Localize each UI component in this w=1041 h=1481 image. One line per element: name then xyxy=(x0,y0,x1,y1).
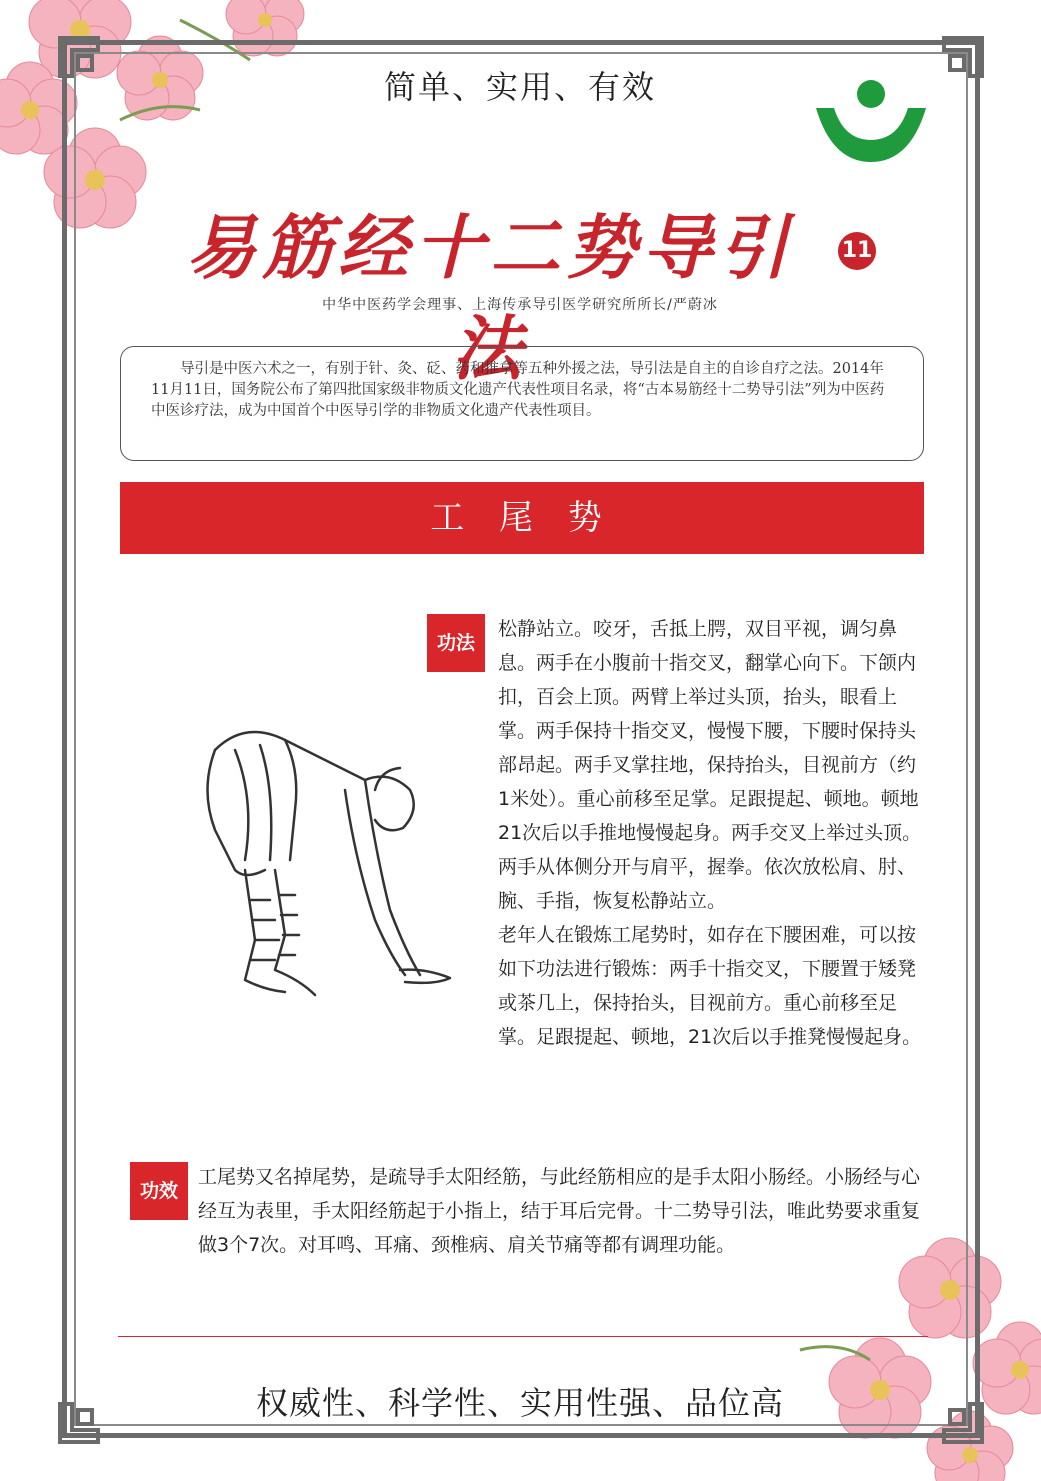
intro-box: 导引是中医六术之一，有别于针、灸、砭、药和推拿等五种外援之法，导引法是自主的自诊自疗之法。2014年11月11日，国务院公布了第四批国家级非物质文化遗产代表性项目名录，将“古本易筋经十二势导引法”列为中医药中医诊疗法，成为中国首个中医导引学的非物质文化遗产代表性项目。 xyxy=(120,346,924,461)
frame-corner-ornament xyxy=(58,1374,128,1444)
green-logo-icon xyxy=(812,78,930,164)
method-tag: 功法 xyxy=(427,614,485,672)
effect-tag: 功效 xyxy=(130,1162,188,1220)
author-line: 中华中医药学会理事、上海传承导引医学研究所所长/严蔚冰 xyxy=(322,297,718,313)
method-text xyxy=(498,612,928,1054)
method-paragraph: 松静站立。咬牙，舌抵上腭，双目平视，调匀鼻息。两手在小腹前十指交叉，翻掌心向下。下颌内扣，百会上顶。两臂上举过头顶，抬头，眼看上掌。两手保持十指交叉，慢慢下腰，下腰时保持头部昂起。两手叉掌拄地，保持抬头，目视前方（约1米处）。重心前移至足掌。足跟提起、顿地。顿地21次后以手推地慢慢起身。两手交叉上举过头顶。 两手从体侧分开与肩平，握拳。依次放松肩、肘、腕、手指，恢复松静站立。 xyxy=(498,618,922,912)
top-slogan: 简单、实用、有效 xyxy=(383,68,656,106)
issue-badge: 11 xyxy=(838,232,876,270)
bottom-divider xyxy=(118,1336,928,1337)
section-title-bar: 工 尾 势 xyxy=(120,482,924,554)
method-paragraph-elderly: 老年人在锻炼工尾势时，如存在下腰困难，可以按如下功法进行锻炼：两手十指交叉，下腰置于矮凳或茶几上，保持抬头，目视前方。重心前移至足掌。足跟提起、顿地，21次后以手推凳慢慢起身。 xyxy=(498,924,922,1048)
figure-illustration-icon xyxy=(175,710,465,1010)
frame-corner-ornament xyxy=(58,36,128,106)
frame-corner-ornament xyxy=(914,1374,984,1444)
effect-text: 工尾势又名掉尾势，是疏导手太阳经筋，与此经筋相应的是手太阳小肠经。小肠经与心经互为表里，手太阳经筋起于小指上，结于耳后完骨。十二势导引法，唯此势要求重复做3个7次。对耳鸣、耳痛、颈椎病、肩关节痛等都有调理功能。 xyxy=(198,1166,921,1256)
main-title: 易筋经十二势导引法 xyxy=(186,206,794,390)
bottom-slogan: 权威性、科学性、实用性强、品位高 xyxy=(255,1384,784,1422)
